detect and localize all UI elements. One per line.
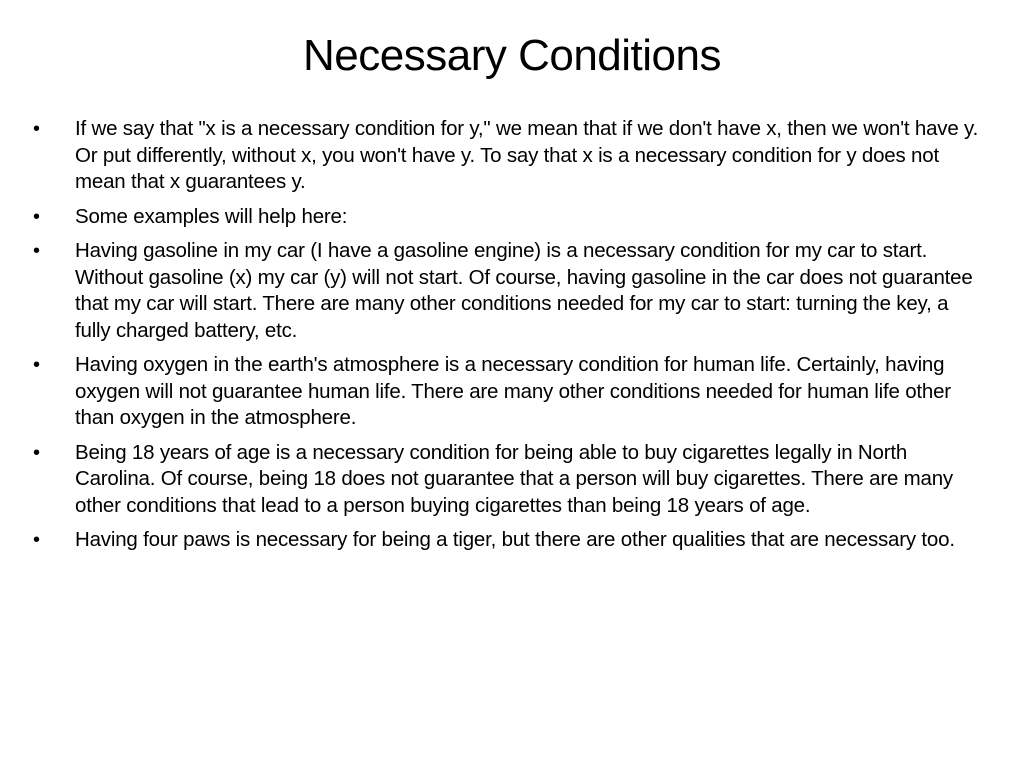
bullet-list — [0, 116, 1024, 562]
bullet-text: Having four paws is necessary for being a tiger, but there are other qualities that are necessary too. — [75, 528, 955, 551]
bullet-text: Some examples will help here: — [75, 204, 348, 228]
bullet-dot-icon: • — [33, 354, 40, 376]
bullet-item — [0, 440, 1024, 520]
bullet-text: If we say that "x is a necessary condition for y," we mean that if we don't have x, then we won't have y. Or put differently, without x, you won't have y. To say that x is a necessary condition for y does not mean that x guarantees y. — [75, 117, 979, 193]
slide-title: Necessary Conditions — [303, 31, 721, 80]
bullet-item — [0, 116, 1024, 196]
bullet-item — [0, 527, 1024, 554]
bullet-dot-icon: • — [33, 529, 40, 551]
bullet-dot-icon: • — [33, 441, 40, 464]
bullet-item — [0, 352, 1024, 432]
bullet-dot-icon: • — [33, 240, 40, 262]
bullet-text: Being 18 years of age is a necessary condition for being able to buy cigarettes legally in North Carolina. Of course, being 18 does not guarantee that a person will buy cigarettes. There are many other conditions that lead to a person buying cigarettes than being 18 years of age. — [75, 440, 953, 517]
bullet-text: Having gasoline in my car (I have a gasoline engine) is a necessary condition for my car to start. Without gasoline (x) my car (y) will not start. Of course, having gasoline in the car does not guarantee that my car will start. There are many other conditions needed for my car to start: turning the key, a fully charged battery, etc. — [75, 239, 973, 342]
bullet-dot-icon: • — [33, 118, 40, 140]
bullet-item — [0, 238, 1024, 344]
bullet-item — [0, 204, 1024, 231]
bullet-dot-icon: • — [33, 205, 40, 228]
bullet-text: Having oxygen in the earth's atmosphere is a necessary condition for human life. Certainly, having oxygen will not guarantee human life. There are many other conditions needed for human life other than oxygen in the atmosphere. — [75, 353, 951, 429]
